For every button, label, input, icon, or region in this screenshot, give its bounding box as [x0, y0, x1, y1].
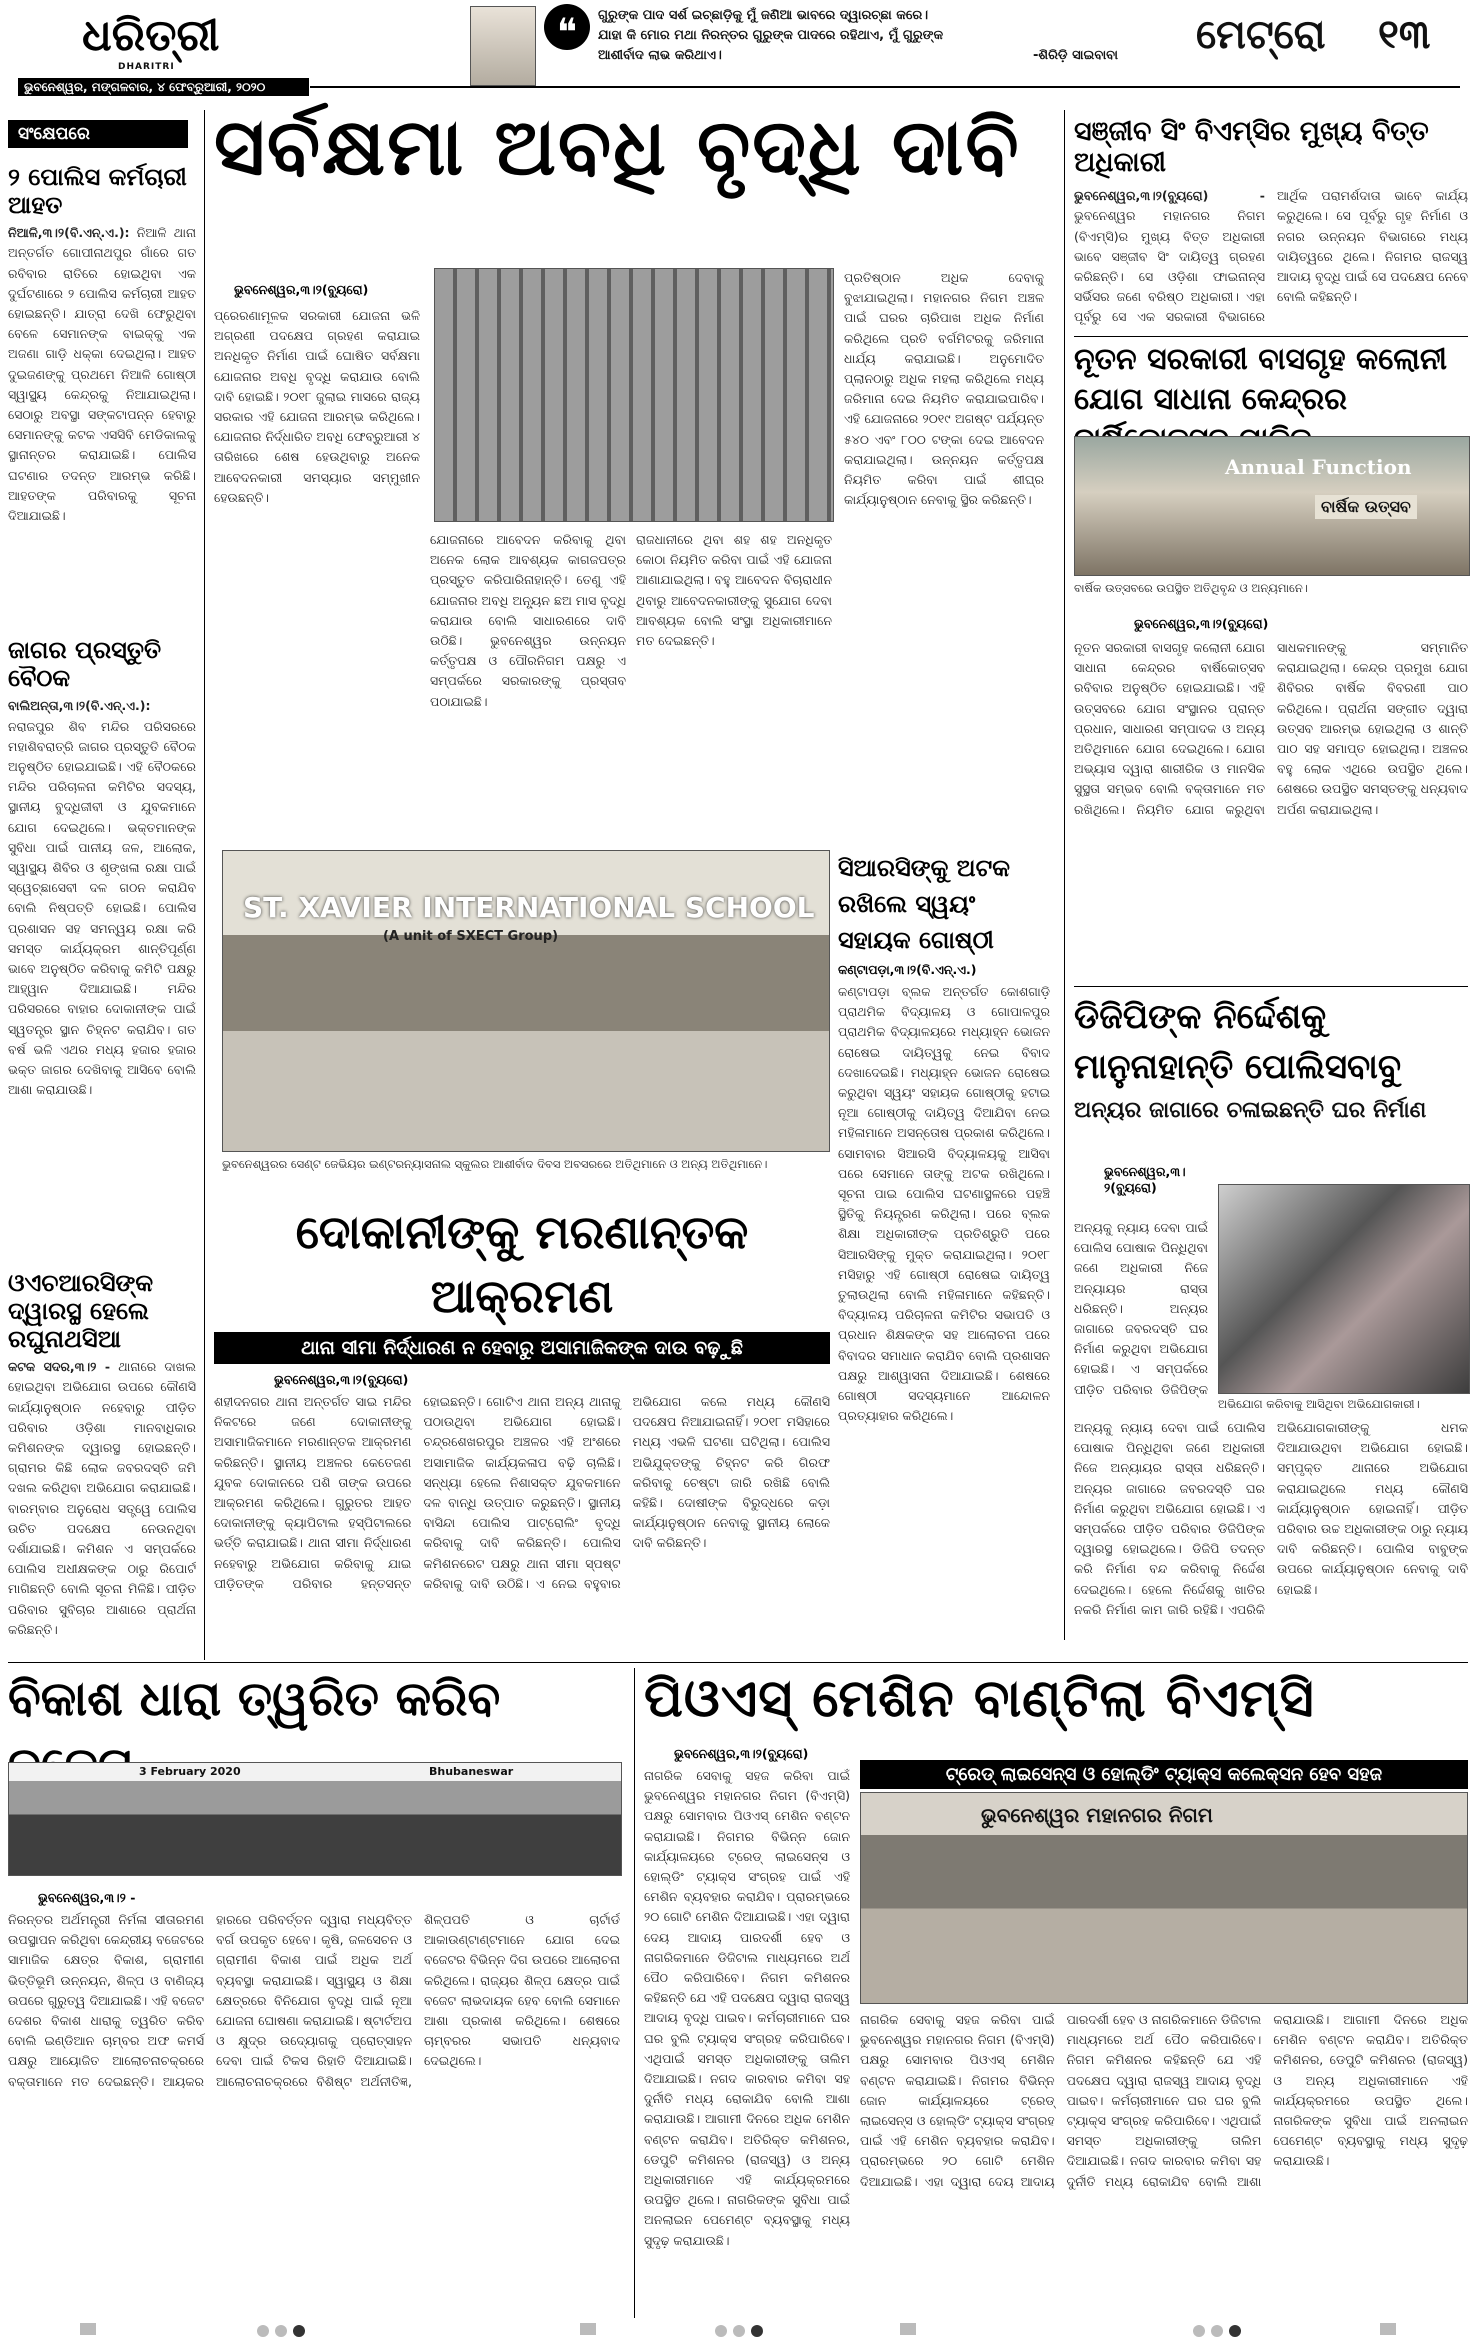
- photo-banner-odia: ବାର୍ଷିକ ଉତ୍ସବ: [1315, 495, 1417, 519]
- shop-banner: ଥାନା ସୀମା ନିର୍ଦ୍ଧାରଣ ନ ହେବାରୁ ଅସାମାଜିକଙ୍କ ଦାଉ ବଢ଼ୁଛି: [214, 1332, 830, 1364]
- pos-body-left: ନାଗରିକ ସେବାକୁ ସହଜ କରିବା ପାଇଁ ଭୁବନେଶ୍ୱର ମହାନଗର ନିଗମ (ବିଏମ୍‌ସି) ପକ୍ଷରୁ ସୋମବାର ପିଓଏସ୍ ମେଶିନ ବଣ୍ଟନ କରାଯାଇଛି। ନିଗମର ବିଭିନ୍ନ ଜୋନ କାର୍ଯ୍ୟାଳୟରେ ଟ୍ରେଡ୍ ଲାଇସେନ୍ସ ଓ ହୋଲ୍ଡିଂ ଟ୍ୟାକ୍ସ ସଂଗ୍ରହ ପାଇଁ ଏହି ମେଶିନ ବ୍ୟବହାର କରାଯିବ। ପ୍ରାରମ୍ଭରେ ୨୦ ଗୋଟି ମେଶିନ ଦିଆଯାଇଛି। ଏହା ଦ୍ୱାରା ଦେୟ ଆଦାୟ ପାରଦର୍ଶୀ ହେବ ଓ ନାଗରିକମାନେ ଡିଜିଟାଲ ମାଧ୍ୟମରେ ଅର୍ଥ ପୈଠ କରିପାରିବେ। ନିଗମ କମିଶନର କହିଛନ୍ତି ଯେ ଏହି ପଦକ୍ଷେପ ଦ୍ୱାରା ରାଜସ୍ୱ ଆଦାୟ ବୃଦ୍ଧି ପାଇବ। କର୍ମଚାରୀମାନେ ଘର ଘର ବୁଲି ଟ୍ୟାକ୍ସ ସଂଗ୍ରହ କରିପାରିବେ। ଏଥିପାଇଁ ସମସ୍ତ ଅଧିକାରୀଙ୍କୁ ତାଲିମ ଦିଆଯାଇଛି। ନଗଦ କାରବାର କମିବା ସହ ଦୁର୍ନୀତି ମଧ୍ୟ ରୋକାଯିବ ବୋଲି ଆଶା କରାଯାଉଛି। ଆଗାମୀ ଦିନରେ ଅଧିକ ମେଶିନ ବଣ୍ଟନ କରାଯିବ। ଅତିରିକ୍ତ କମିଶନର, ଡେପୁଟି କମିଶନର (ରାଜସ୍ୱ) ଓ ଅନ୍ୟ ଅଧିକାରୀମାନେ ଏହି କାର୍ଯ୍ୟକ୍ରମରେ ଉପସ୍ଥିତ ଥିଲେ। ନାଗରିକଙ୍କ ସୁବିଧା ପାଇଁ ଅନଲାଇନ ପେମେଣ୍ଟ ବ୍ୟବସ୍ଥାକୁ ମଧ୍ୟ ସୁଦୃଢ଼ କରାଯାଉଛି।: [644, 1768, 850, 2248]
- dgp-photo-caption: ଅଭିଯୋଗ କରିବାକୁ ଆସିଥିବା ଅଭିଯୋଗକାରୀ।: [1218, 1397, 1420, 1411]
- sanjeev-body: ଭୁବନେଶ୍ୱର,୩।୨(ବ୍ୟୁରୋ) - ଭୁବନେଶ୍ୱର ମହାନଗର ନିଗମ (ବିଏମ୍‌ସି)ର ମୁଖ୍ୟ ବିତ୍ତ ଅଧିକାରୀ ଭାବେ ସଞ୍ଜୀବ ସିଂ ଦାୟିତ୍ୱ ଗ୍ରହଣ କରିଛନ୍ତି। ସେ ଓଡ଼ିଶା ଫାଇନାନ୍ସ ସର୍ଭିସର ଜଣେ ବରିଷ୍ଠ ଅଧିକାରୀ। ଏହା ପୂର୍ବରୁ ସେ ଏକ ସରକାରୀ ବିଭାଗରେ ଆର୍ଥିକ ପରାମର୍ଶଦାତା ଭାବେ କାର୍ଯ୍ୟ କରୁଥିଲେ। ସେ ପୂର୍ବରୁ ଗୃହ ନିର୍ମାଣ ଓ ନଗର ଉନ୍ନୟନ ବିଭାଗରେ ମଧ୍ୟ ଦାୟିତ୍ୱରେ ଥିଲେ। ନିଗମର ରାଜସ୍ୱ ଆଦାୟ ବୃଦ୍ଧି ପାଇଁ ସେ ପଦକ୍ଷେପ ନେବେ ବୋଲି କହିଛନ୍ତି।: [1074, 188, 1468, 325]
- logo: ଧରିତ୍ରୀ: [82, 10, 220, 61]
- lead-photo-building: [434, 268, 834, 522]
- section-rule: [1074, 986, 1468, 987]
- crc-headline: ସିଆରସିଙ୍କୁ ଅଟକ ରଖିଲେ ସ୍ୱୟଂ ସହାୟକ ଗୋଷ୍ଠୀ: [838, 854, 1010, 954]
- shop-story: [214, 1200, 830, 1630]
- brief-3-body: କଟକ ସଦର,୩।୨ - ଥାନାରେ ଦାଖଲ ହୋଇଥିବା ଅଭିଯୋଗ ଉପରେ କୌଣସି କାର୍ଯ୍ୟାନୁଷ୍ଠାନ ନହେବାରୁ ପୀଡ଼ିତ ପରିବାର ଓଡ଼ିଶା ମାନବାଧିକାର କମିଶନଙ୍କ ଦ୍ୱାରସ୍ଥ ହୋଇଛନ୍ତି। ଗ୍ରାମର କିଛି ଲୋକ ଜବରଦସ୍ତି ଜମି ଦଖଲ କରିଥିବା ଅଭିଯୋଗ କରାଯାଇଛି। ବାରମ୍ବାର ଅନୁରୋଧ ସତ୍ତ୍ୱେ ପୋଲିସ ଉଚିତ ପଦକ୍ଷେପ ନେଉନଥିବା ଦର୍ଶାଯାଇଛି। କମିଶନ ଏ ସମ୍ପର୍କରେ ପୋଲିସ ଅଧୀକ୍ଷକଙ୍କ ଠାରୁ ରିପୋର୍ଟ ମାଗିଛନ୍ତି ବୋଲି ସୂଚନା ମିଳିଛି। ପୀଡ଼ିତ ପରିବାର ସୁବିଚାର ଆଶାରେ ପ୍ରାର୍ଥନା କରିଛନ୍ତି।: [8, 1359, 196, 1637]
- brief-2-headline: ଜାଗର ପ୍ରସ୍ତୁତି ବୈଠକ: [8, 636, 162, 692]
- shop-headline: ଦୋକାନୀଙ୍କୁ ମରଣାନ୍ତକ ଆକ୍ରମଣ: [295, 1205, 749, 1323]
- colony-byline: ଭୁବନେଶ୍ୱର,୩।୨(ବ୍ୟୁରୋ): [1134, 616, 1269, 631]
- dgp-body: ଅନ୍ୟକୁ ନ୍ୟାୟ ଦେବା ପାଇଁ ପୋଲିସ ପୋଷାକ ପିନ୍ଧିଥିବା ଜଣେ ଅଧିକାରୀ ନିଜେ ଅନ୍ୟାୟର ରାସ୍ତା ଧରିଛନ୍ତି। ଅନ୍ୟର ଜାଗାରେ ଜବରଦସ୍ତି ଘର ନିର୍ମାଣ କରୁଥିବା ଅଭିଯୋଗ ହୋଇଛି। ଏ ସମ୍ପର୍କରେ ପୀଡ଼ିତ ପରିବାର ଡିଜିପିଙ୍କ: [1074, 1220, 1208, 1397]
- lead-col-2b: ଯୋଜନାରେ ଆବେଦନ କରିବାକୁ ଥିବା ଅନେକ ଲୋକ ଆବଶ୍ୟକ କାଗଜପତ୍ର ପ୍ରସ୍ତୁତ କରିପାରିନାହାନ୍ତି। ତେଣୁ ଏହି ଯୋଜନାର ଅବଧି ଅନ୍ୟୂନ ଛଅ ମାସ ବୃଦ୍ଧି କରାଯାଉ ବୋଲି ସାଧାରଣରେ ଦାବି ଉଠିଛି। ଭୁବନେଶ୍ୱର ଉନ୍ନୟନ କର୍ତ୍ତୃପକ୍ଷ ଓ ପୌରନିଗମ ପକ୍ଷରୁ ଏ ସମ୍ପର୍କରେ ସରକାରଙ୍କୁ ପ୍ରସ୍ତାବ ପଠାଯାଇଛି।: [430, 532, 626, 709]
- colony-photo: [1074, 436, 1470, 576]
- date-bar: ଭୁବନେଶ୍ୱର, ମଙ୍ଗଳବାର, ୪ ଫେବ୍ରୁଆରୀ, ୨୦୨୦: [18, 78, 309, 96]
- budget-body: ନିରନ୍ତର ଅର୍ଥମନ୍ତ୍ରୀ ନିର୍ମଳା ସୀତାରମଣ ଉପସ୍ଥାପନ କରିଥିବା କେନ୍ଦ୍ରୀୟ ବଜେଟରେ ସାମାଜିକ କ୍ଷେତ୍ର ବିକାଶ, ଗ୍ରାମୀଣ ଭିତ୍ତିଭୂମି ଉନ୍ନୟନ, ଶିଳ୍ପ ଓ ବାଣିଜ୍ୟ ଉପରେ ଗୁରୁତ୍ୱ ଦିଆଯାଇଛି। ଏହି ବଜେଟ ଦେଶର ବିକାଶ ଧାରାକୁ ତ୍ୱରିତ କରିବ ବୋଲି ଇଣ୍ଡିଆନ ଚାମ୍ବର ଅଫ କମର୍ସ ପକ୍ଷରୁ ଆୟୋଜିତ ଆଲୋଚନାଚକ୍ରରେ ବକ୍ତାମାନେ ମତ ଦେଇଛନ୍ତି। ଆୟକର ହାରରେ ପରିବର୍ତ୍ତନ ଦ୍ୱାରା ମଧ୍ୟବିତ୍ତ ବର୍ଗ ଉପକୃତ ହେବେ। କୃଷି, ଜଳସେଚନ ଓ ଗ୍ରାମୀଣ ବିକାଶ ପାଇଁ ଅଧିକ ଅର୍ଥ ବ୍ୟବସ୍ଥା କରାଯାଇଛି। ସ୍ୱାସ୍ଥ୍ୟ ଓ ଶିକ୍ଷା କ୍ଷେତ୍ରରେ ବିନିଯୋଗ ବୃଦ୍ଧି ପାଇଁ ନୂଆ ଯୋଜନା ଘୋଷଣା କରାଯାଇଛି। ଷ୍ଟାର୍ଟଅପ ଓ କ୍ଷୁଦ୍ର ଉଦ୍ୟୋଗକୁ ପ୍ରୋତ୍ସାହନ ଦେବା ପାଇଁ ଟିକସ ରିହାତି ଦିଆଯାଇଛି। ଆଲୋଚନାଚକ୍ରରେ ବିଶିଷ୍ଟ ଅର୍ଥନୀତିଜ୍ଞ, ଶିଳ୍ପପତି ଓ ଚାର୍ଟାର୍ଡ ଆକାଉଣ୍ଟାଣ୍ଟମାନେ ଯୋଗ ଦେଇ ବଜେଟର ବିଭିନ୍ନ ଦିଗ ଉପରେ ଆଲୋଚନା କରିଥିଲେ। ରାଜ୍ୟର ଶିଳ୍ପ କ୍ଷେତ୍ର ପାଇଁ ବଜେଟ ଲାଭଦାୟକ ହେବ ବୋଲି ସେମାନେ ଆଶା ପ୍ରକାଶ କରିଥିଲେ। ଶେଷରେ ଚାମ୍ବରର ସଭାପତି ଧନ୍ୟବାଦ ଦେଇଥିଲେ।: [8, 1912, 620, 2089]
- brief-3-headline: ଓଏଚଆରସିଙ୍କ ଦ୍ୱାରସ୍ଥ ହେଲେ ରଘୁନାଥସିଆ: [8, 1269, 154, 1353]
- budget-byline: ଭୁବନେଶ୍ୱର,୩।୨ -: [38, 1890, 136, 1905]
- column-rule: [1064, 110, 1065, 1640]
- budget-story: [8, 1666, 628, 2322]
- sanjeev-story: [1074, 116, 1468, 342]
- pos-body-right: ନାଗରିକ ସେବାକୁ ସହଜ କରିବା ପାଇଁ ଭୁବନେଶ୍ୱର ମହାନଗର ନିଗମ (ବିଏମ୍‌ସି) ପକ୍ଷରୁ ସୋମବାର ପିଓଏସ୍ ମେଶିନ ବଣ୍ଟନ କରାଯାଇଛି। ନିଗମର ବିଭିନ୍ନ ଜୋନ କାର୍ଯ୍ୟାଳୟରେ ଟ୍ରେଡ୍ ଲାଇସେନ୍ସ ଓ ହୋଲ୍ଡିଂ ଟ୍ୟାକ୍ସ ସଂଗ୍ରହ ପାଇଁ ଏହି ମେଶିନ ବ୍ୟବହାର କରାଯିବ। ପ୍ରାରମ୍ଭରେ ୨୦ ଗୋଟି ମେଶିନ ଦିଆଯାଇଛି। ଏହା ଦ୍ୱାରା ଦେୟ ଆଦାୟ ପାରଦର୍ଶୀ ହେବ ଓ ନାଗରିକମାନେ ଡିଜିଟାଲ ମାଧ୍ୟମରେ ଅର୍ଥ ପୈଠ କରିପାରିବେ। ନିଗମ କମିଶନର କହିଛନ୍ତି ଯେ ଏହି ପଦକ୍ଷେପ ଦ୍ୱାରା ରାଜସ୍ୱ ଆଦାୟ ବୃଦ୍ଧି ପାଇବ। କର୍ମଚାରୀମାନେ ଘର ଘର ବୁଲି ଟ୍ୟାକ୍ସ ସଂଗ୍ରହ କରିପାରିବେ। ଏଥିପାଇଁ ସମସ୍ତ ଅଧିକାରୀଙ୍କୁ ତାଲିମ ଦିଆଯାଇଛି। ନଗଦ କାରବାର କମିବା ସହ ଦୁର୍ନୀତି ମଧ୍ୟ ରୋକାଯିବ ବୋଲି ଆଶା କରାଯାଉଛି। ଆଗାମୀ ଦିନରେ ଅଧିକ ମେଶିନ ବଣ୍ଟନ କରାଯିବ। ଅତିରିକ୍ତ କମିଶନର, ଡେପୁଟି କମିଶନର (ରାଜସ୍ୱ) ଓ ଅନ୍ୟ ଅଧିକାରୀମାନେ ଏହି କାର୍ଯ୍ୟକ୍ରମରେ ଉପସ୍ଥିତ ଥିଲେ। ନାଗରିକଙ୍କ ସୁବିଧା ପାଇଁ ଅନଲାଇନ ପେମେଣ୍ଟ ବ୍ୟବସ୍ଥାକୁ ମଧ୍ୟ ସୁଦୃଢ଼ କରାଯାଉଛି।: [860, 2012, 1468, 2189]
- section-rule: [8, 1662, 1468, 1663]
- footer-dots: [712, 2322, 766, 2341]
- pos-banner: ଟ୍ରେଡ୍ ଲାଇସେନ୍ସ ଓ ହୋଲ୍ଡିଂ ଟ୍ୟାକ୍ସ କଲେକ୍ସନ ହେବ ସହଜ: [860, 1760, 1468, 1789]
- colony-body: ନୂତନ ସରକାରୀ ବାସଗୃହ କଲୋନୀ ଯୋଗ ସାଧାନା କେନ୍ଦ୍ରର ବାର୍ଷିକୋତ୍ସବ ରବିବାର ଅନୁଷ୍ଠିତ ହୋଇଯାଇଛି। ଏହି ଉତ୍ସବରେ ଯୋଗ ସଂସ୍ଥାନର ପ୍ରାନ୍ତ ପ୍ରଧାନ, ସାଧାରଣ ସମ୍ପାଦକ ଓ ଅନ୍ୟ ଅତିଥିମାନେ ଯୋଗ ଦେଇଥିଲେ। ଯୋଗ ଅଭ୍ୟାସ ଦ୍ୱାରା ଶାରୀରିକ ଓ ମାନସିକ ସୁସ୍ଥତା ସମ୍ଭବ ବୋଲି ବକ୍ତାମାନେ ମତ ରଖିଥିଲେ। ନିୟମିତ ଯୋଗ କରୁଥିବା ସାଧକମାନଙ୍କୁ ସମ୍ମାନିତ କରାଯାଇଥିଲା। କେନ୍ଦ୍ର ପ୍ରମୁଖ ଯୋଗ ଶିବିରର ବାର୍ଷିକ ବିବରଣୀ ପାଠ କରିଥିଲେ। ପ୍ରାର୍ଥନା ସଙ୍ଗୀତ ଦ୍ୱାରା ଉତ୍ସବ ଆରମ୍ଭ ହୋଇଥିଲା ଓ ଶାନ୍ତି ପାଠ ସହ ସମାପ୍ତ ହୋଇଥିଲା। ଅଞ୍ଚଳର ବହୁ ଲୋକ ଏଥିରେ ଉପସ୍ଥିତ ଥିଲେ। ଶେଷରେ ଉପସ୍ଥିତ ସମସ୍ତଙ୍କୁ ଧନ୍ୟବାଦ ଅର୍ପଣ କରାଯାଇଥିଲା।: [1074, 640, 1468, 817]
- section-name: ମେଟ୍ରୋ: [1196, 12, 1326, 58]
- lead-col-1: ପ୍ରେରଣାମୂଳକ ସରକାରୀ ଯୋଜନା ଭଳି ଅଗ୍ରଣୀ ପଦକ୍ଷେପ ଗ୍ରହଣ କରାଯାଇ ଅନଧିକୃତ ନିର୍ମାଣ ପାଇଁ ଘୋଷିତ ସର୍ବକ୍ଷମା ଯୋଜନାର ଅବଧି ବୃଦ୍ଧି କରାଯାଉ ବୋଲି ଦାବି ହୋଇଛି। ୨୦୧୮ ଜୁଲାଇ ମାସରେ ରାଜ୍ୟ ସରକାର ଏହି ଯୋଜନା ଆରମ୍ଭ କରିଥିଲେ। ଯୋଜନାର ନିର୍ଦ୍ଧାରିତ ଅବଧି ଫେବ୍ରୁଆରୀ ୪ ତାରିଖରେ ଶେଷ ହେଉଥିବାରୁ ଅନେକ ଆବେଦନକାରୀ ସମସ୍ୟାର ସମ୍ମୁଖୀନ ହେଉଛନ୍ତି।: [214, 308, 420, 505]
- sanjeev-headline: ସଞ୍ଜୀବ ସିଂ ବିଏମ୍‌ସିର ମୁଖ୍ୟ ବିତ୍ତ ଅଧିକାରୀ: [1074, 116, 1429, 179]
- column-rule: [634, 1668, 635, 2318]
- logo-subtitle: DHARITRI: [118, 62, 175, 72]
- quote-mark-icon: ❝: [544, 4, 590, 50]
- lead-headline: ସର୍ବକ୍ଷମା ଅବଧି ବୃଦ୍ଧି ଦାବି: [214, 103, 1021, 193]
- column-rule: [204, 110, 205, 1660]
- pos-byline: ଭୁବନେଶ୍ୱର,୩।୨(ବ୍ୟୁରୋ): [674, 1746, 809, 1761]
- masthead: [0, 0, 1476, 96]
- dgp-byline: ଭୁବନେଶ୍ୱର,୩।୨(ବ୍ୟୁରୋ): [1104, 1164, 1186, 1195]
- dgp-subheadline: ଅନ୍ୟର ଜାଗାରେ ଚଳାଇଛନ୍ତି ଘର ନିର୍ମାଣ: [1074, 1098, 1427, 1123]
- shop-body: ଶହୀଦନଗର ଥାନା ଅନ୍ତର୍ଗତ ସାଇ ମନ୍ଦିର ନିକଟରେ ଜଣେ ଦୋକାନୀଙ୍କୁ ଅସାମାଜିକମାନେ ମରଣାନ୍ତକ ଆକ୍ରମଣ କରିଛନ୍ତି। ସ୍ଥାନୀୟ ଅଞ୍ଚଳର କେତେଜଣ ଯୁବକ ଦୋକାନରେ ପଶି ତାଙ୍କ ଉପରେ ଆକ୍ରମଣ କରିଥିଲେ। ଗୁରୁତର ଆହତ ଦୋକାନୀଙ୍କୁ କ୍ୟାପିଟାଲ ହସ୍ପିଟାଲରେ ଭର୍ତ୍ତି କରାଯାଇଛି। ଥାନା ସୀମା ନିର୍ଦ୍ଧାରଣ ନହେବାରୁ ଅଭିଯୋଗ କରିବାକୁ ଯାଇ ପୀଡ଼ିତଙ୍କ ପରିବାର ହନ୍ତସନ୍ତ ହୋଇଛନ୍ତି। ଗୋଟିଏ ଥାନା ଅନ୍ୟ ଥାନାକୁ ପଠାଉଥିବା ଅଭିଯୋଗ ହୋଇଛି। ଚନ୍ଦ୍ରଶେଖରପୁର ଅଞ୍ଚଳର ଏହି ଅଂଶରେ ଅସାମାଜିକ କାର୍ଯ୍ୟକଳାପ ବଢ଼ି ଚାଲିଛି। ସନ୍ଧ୍ୟା ହେଲେ ନିଶାସକ୍ତ ଯୁବକମାନେ ଦଳ ବାନ୍ଧି ଉତ୍ପାତ କରୁଛନ୍ତି। ସ୍ଥାନୀୟ ବାସିନ୍ଦା ପୋଲିସ ପାଟ୍ରୋଲିଂ ବୃଦ୍ଧି କରିବାକୁ ଦାବି କରିଛନ୍ତି। ପୋଲିସ କମିଶନରେଟ ପକ୍ଷରୁ ଥାନା ସୀମା ସ୍ପଷ୍ଟ କରିବାକୁ ଦାବି ଉଠିଛି। ଏ ନେଇ ବହୁବାର ଅଭିଯୋଗ କଲେ ମଧ୍ୟ କୌଣସି ପଦକ୍ଷେପ ନିଆଯାଇନାହିଁ। ୨୦୧୮ ମସିହାରେ ମଧ୍ୟ ଏଭଳି ଘଟଣା ଘଟିଥିଲା। ପୋଲିସ ଅଭିଯୁକ୍ତଙ୍କୁ ଚିହ୍ନଟ କରି ଗିରଫ କରିବାକୁ ଚେଷ୍ଟା ଜାରି ରଖିଛି ବୋଲି କହିଛି। ଦୋଷୀଙ୍କ ବିରୁଦ୍ଧରେ କଡ଼ା କାର୍ଯ୍ୟାନୁଷ୍ଠାନ ନେବାକୁ ସ୍ଥାନୀୟ ଲୋକେ ଦାବି କରିଛନ୍ତି।: [214, 1394, 830, 1591]
- lead-col-4: ପ୍ରତିଷ୍ଠାନ ଅଧିକ ଦେବାକୁ ବୁଝାଯାଇଥିଲା। ମହାନଗର ନିଗମ ଅଞ୍ଚଳ ପାଇଁ ଘରର ଚାରିପାଖ ଅଧିକ ନିର୍ମାଣ କରିଥିଲେ ପ୍ରତି ବର୍ଗମିଟରକୁ ଜରିମାନା ଧାର୍ଯ୍ୟ କରାଯାଇଛି। ଅନୁମୋଦିତ ପ୍ଲାନଠାରୁ ଅଧିକ ମହଲା କରିଥିଲେ ମଧ୍ୟ ଜରିମାନା ଦେଇ ନିୟମିତ କରାଯାଇପାରିବ। ଏହି ଯୋଜନାରେ ୨୦୧୯ ଅଗଷ୍ଟ ପର୍ଯ୍ୟନ୍ତ ୫୪୦ ଏବଂ ୮୦୦ ଟଙ୍କା ଦେଇ ଆବେଦନ କରାଯାଇଥିଲା। ଉନ୍ନୟନ କର୍ତ୍ତୃପକ୍ଷ ନିୟମିତ କରିବା ପାଇଁ ଶୀଘ୍ର କାର୍ଯ୍ୟାନୁଷ୍ଠାନ ନେବାକୁ ସ୍ଥିର କରିଛନ୍ତି।: [844, 270, 1044, 508]
- dgp-photo: [1218, 1184, 1470, 1394]
- photo-banner-text: Annual Function: [1225, 455, 1412, 479]
- pos-story: [644, 1666, 1468, 2322]
- footer-dots: [254, 2322, 308, 2341]
- dgp-headline: ଡିଜିପିଙ୍କ ନିର୍ଦ୍ଦେଶକୁ ମାନୁନାହାନ୍ତି ପୋଲିସବାବୁ: [1074, 997, 1402, 1087]
- photo-signboard: ଭୁବନେଶ୍ୱର ମହାନଗର ନିଗମ: [981, 1803, 1213, 1827]
- footer-mark: [580, 2323, 596, 2335]
- briefs-column: [8, 120, 196, 1637]
- brief-1-headline: ୨ ପୋଲିସ କର୍ମଚାରୀ ଆହତ: [8, 163, 187, 219]
- briefs-tag: ସଂକ୍ଷେପରେ: [8, 120, 188, 148]
- lead-byline: ଭୁବନେଶ୍ୱର,୩।୨(ବ୍ୟୁରୋ): [234, 282, 369, 297]
- pos-headline: ପିଓଏସ୍ ମେଶିନ ବାଣ୍ଟିଲା ବିଏମ୍‌ସି: [644, 1669, 1315, 1729]
- saibaba-portrait: [470, 6, 536, 86]
- photo-city: Bhubaneswar: [429, 1765, 514, 1778]
- crc-story: [838, 850, 1050, 1450]
- lead-story: [214, 100, 1050, 860]
- lead-col-3: ରାଜଧାନୀରେ ଥିବା ଶହ ଶହ ଅନଧିକୃତ କୋଠା ନିୟମିତ କରିବା ପାଇଁ ଏହି ଯୋଜନା ଆଣାଯାଇଥିଲା। ବହୁ ଆବେଦନ ବିଚାରାଧୀନ ଥିବାରୁ ଆବେଦନକାରୀଙ୍କୁ ସୁଯୋଗ ଦେବା ଆବଶ୍ୟକ ବୋଲି ସଂସ୍ଥା ଅଧିକାରୀମାନେ ମତ ଦେଇଛନ୍ତି।: [636, 532, 832, 649]
- budget-headline: ବିକାଶ ଧାରା ତ୍ୱରିତ କରିବ: [8, 1671, 501, 1727]
- xavier-caption: ଭୁବନେଶ୍ୱରର ସେଣ୍ଟ ଜେଭିୟର ଇଣ୍ଟରନ୍ୟାସନାଲ ସ୍କୁଲର ଆଶୀର୍ବାଦ ଦିବସ ଅବସରରେ ଅତିଥିମାନେ ଓ ଅନ୍ୟ ଅତିଥିମାନେ।: [222, 1157, 768, 1171]
- footer-mark: [80, 2323, 96, 2335]
- footer-dots: [1190, 2322, 1244, 2341]
- dgp-story: [1074, 992, 1468, 1632]
- dgp-body-cont: ଅନ୍ୟକୁ ନ୍ୟାୟ ଦେବା ପାଇଁ ପୋଲିସ ପୋଷାକ ପିନ୍ଧିଥିବା ଜଣେ ଅଧିକାରୀ ନିଜେ ଅନ୍ୟାୟର ରାସ୍ତା ଧରିଛନ୍ତି। ଅନ୍ୟର ଜାଗାରେ ଜବରଦସ୍ତି ଘର ନିର୍ମାଣ କରୁଥିବା ଅଭିଯୋଗ ହୋଇଛି। ଏ ସମ୍ପର୍କରେ ପୀଡ଼ିତ ପରିବାର ଡିଜିପିଙ୍କ ଦ୍ୱାରସ୍ଥ ହୋଇଥିଲେ। ଡିଜିପି ତଦନ୍ତ କରି ନିର୍ମାଣ ବନ୍ଦ କରିବାକୁ ନିର୍ଦ୍ଦେଶ ଦେଇଥିଲେ। ହେଲେ ନିର୍ଦ୍ଦେଶକୁ ଖାତିର ନକରି ନିର୍ମାଣ କାମ ଜାରି ରହିଛି। ଏପରିକି ଅଭିଯୋଗକାରୀଙ୍କୁ ଧମକ ଦିଆଯାଉଥିବା ଅଭିଯୋଗ ହୋଇଛି। ସମ୍ପୃକ୍ତ ଥାନାରେ ଅଭିଯୋଗ କରାଯାଇଥିଲେ ମଧ୍ୟ କୌଣସି କାର୍ଯ୍ୟାନୁଷ୍ଠାନ ହୋଇନାହିଁ। ପୀଡ଼ିତ ପରିବାର ଉଚ୍ଚ ଅଧିକାରୀଙ୍କ ଠାରୁ ନ୍ୟାୟ ଦାବି କରିଛନ୍ତି। ପୋଲିସ ବାବୁଙ୍କ ଉପରେ କାର୍ଯ୍ୟାନୁଷ୍ଠାନ ନେବାକୁ ଦାବି ହୋଇଛି।: [1074, 1420, 1468, 1617]
- footer: [0, 2320, 1476, 2338]
- brief-1-body: ନିଆଳି,୩।୨(ବି.ଏନ୍.ଏ.): ନିଆଳି ଥାନା ଅନ୍ତର୍ଗତ ଗୋପୀନାଥପୁର ଗାଁରେ ଗତ ରବିବାର ରାତିରେ ହୋଇଥିବା ଏକ ଦୁର୍ଘଟଣାରେ ୨ ପୋଲିସ କର୍ମଚାରୀ ଆହତ ହୋଇଛନ୍ତି। ଯାତ୍ରା ଦେଖି ଫେରୁଥିବା ବେଳେ ସେମାନଙ୍କ ବାଇକ୍‌କୁ ଏକ ଅଜଣା ଗାଡ଼ି ଧକ୍କା ଦେଇଥିଲା। ଆହତ ଦୁଇଜଣଙ୍କୁ ପ୍ରଥମେ ନିଆଳି ଗୋଷ୍ଠୀ ସ୍ୱାସ୍ଥ୍ୟ କେନ୍ଦ୍ରକୁ ନିଆଯାଇଥିଲା। ସେଠାରୁ ଅବସ୍ଥା ସଙ୍କଟାପନ୍ନ ହେବାରୁ ସେମାନଙ୍କୁ କଟକ ଏସସିବି ମେଡିକାଲକୁ ସ୍ଥାନାନ୍ତର କରାଯାଇଛି। ପୋଲିସ ଘଟଣାର ତଦନ୍ତ ଆରମ୍ଭ କରିଛି। ଆହତଙ୍କ ପରିବାରକୁ ସୂଚନା ଦିଆଯାଇଛି।: [8, 225, 196, 524]
- page-number: ୧୩: [1378, 12, 1431, 58]
- shop-byline: ଭୁବନେଶ୍ୱର,୩।୨(ବ୍ୟୁରୋ): [274, 1372, 409, 1387]
- footer-mark: [900, 2323, 916, 2335]
- masthead-rule: [310, 86, 1460, 88]
- section-rule: [1074, 336, 1468, 337]
- school-banner-sub: (A unit of SXECT Group): [383, 929, 559, 944]
- colony-headline: ନୂତନ ସରକାରୀ ବାସଗୃହ କଲୋନୀ ଯୋଗ ସାଧାନା କେନ୍ଦ୍ରର: [1074, 342, 1448, 417]
- xavier-photo: [222, 850, 830, 1152]
- pos-photo: [860, 1792, 1468, 2004]
- colony-story: [1074, 340, 1468, 982]
- photo-date: 3 February 2020: [139, 1765, 241, 1778]
- crc-body: କଣ୍ଟାପଡ଼ା ବ୍ଲକ ଅନ୍ତର୍ଗତ କୋଶଗାଡ଼ି ପ୍ରାଥମିକ ବିଦ୍ୟାଳୟ ଓ ଗୋପାଳପୁର ପ୍ରାଥମିକ ବିଦ୍ୟାଳୟରେ ମଧ୍ୟାହ୍ନ ଭୋଜନ ରୋଷେଇ ଦାୟିତ୍ୱକୁ ନେଇ ବିବାଦ ଦେଖାଦେଇଛି। ମଧ୍ୟାହ୍ନ ଭୋଜନ ରୋଷେଇ କରୁଥିବା ସ୍ୱୟଂ ସହାୟକ ଗୋଷ୍ଠୀକୁ ହଟାଇ ନୂଆ ଗୋଷ୍ଠୀକୁ ଦାୟିତ୍ୱ ଦିଆଯିବା ନେଇ ମହିଳାମାନେ ଅସନ୍ତୋଷ ପ୍ରକାଶ କରିଥିଲେ। ସୋମବାର ସିଆରସି ବିଦ୍ୟାଳୟକୁ ଆସିବା ପରେ ସେମାନେ ତାଙ୍କୁ ଅଟକ ରଖିଥିଲେ। ସୂଚନା ପାଇ ପୋଲିସ ଘଟଣାସ୍ଥଳରେ ପହଞ୍ଚି ସ୍ଥିତିକୁ ନିୟନ୍ତ୍ରଣ କରିଥିଲା। ପରେ ବ୍ଲକ ଶିକ୍ଷା ଅଧିକାରୀଙ୍କ ପ୍ରତିଶ୍ରୁତି ପରେ ସିଆରସିଙ୍କୁ ମୁକ୍ତ କରାଯାଇଥିଲା। ୨୦୧୮ ମସିହାରୁ ଏହି ଗୋଷ୍ଠୀ ରୋଷେଇ ଦାୟିତ୍ୱ ତୁଲାଉଥିଲା ବୋଲି ମହିଳାମାନେ କହିଛନ୍ତି। ବିଦ୍ୟାଳୟ ପରିଚାଳନା କମିଟିର ସଭାପତି ଓ ପ୍ରଧାନ ଶିକ୍ଷକଙ୍କ ସହ ଆଲୋଚନା ପରେ ବିବାଦର ସମାଧାନ କରାଯିବ ବୋଲି ପ୍ରଶାସନ ପକ୍ଷରୁ ଆଶ୍ୱାସନା ଦିଆଯାଇଛି। ଶେଷରେ ଗୋଷ୍ଠୀ ସଦସ୍ୟମାନେ ଆନ୍ଦୋଳନ ପ୍ରତ୍ୟାହାର କରିଥିଲେ।: [838, 984, 1050, 1424]
- school-banner: ST. XAVIER INTERNATIONAL SCHOOL: [243, 891, 815, 924]
- budget-photo: [8, 1762, 622, 1876]
- quote-text: ଗୁରୁଙ୍କ ପାଦ ସର୍ଶ ଇଚ୍ଛାଡ଼ିକୁ ମୁଁ ଜଣିଆ ଭାବରେ ଦ୍ୱାରଚ୍ଛା କରେ। ଯାହା କି ମୋର ମଥା ନିରନ୍ତର ଗୁରୁଙ୍କ ପାଦରେ ରହିଥାଏ, ମୁଁ ଗୁରୁଙ୍କ ଆଶୀର୍ବାଦ ଲାଭ କରିଥାଏ। -ଶିରିଡ଼ି ସାଇବାବା: [598, 8, 1118, 63]
- footer-mark: [1380, 2323, 1396, 2335]
- colony-caption: ବାର୍ଷିକ ଉତ୍ସବରେ ଉପସ୍ଥିତ ଅତିଥିବୃନ୍ଦ ଓ ଅନ୍ୟମାନେ।: [1074, 581, 1308, 595]
- crc-byline: କଣ୍ଟାପଡ଼ା,୩।୨(ବି.ଏନ୍.ଏ.): [838, 962, 977, 977]
- brief-2-body: ବାଲିଅନ୍ତା,୩।୨(ବି.ଏନ୍.ଏ.): ନରାଜପୁର ଶିବ ମନ୍ଦିର ପରିସରରେ ମହାଶିବରାତ୍ରି ଜାଗର ପ୍ରସ୍ତୁତି ବୈଠକ ଅନୁଷ୍ଠିତ ହୋଇଯାଇଛି। ଏହି ବୈଠକରେ ମନ୍ଦିର ପରିଚାଳନା କମିଟିର ସଦସ୍ୟ, ସ୍ଥାନୀୟ ବୁଦ୍ଧିଜୀବୀ ଓ ଯୁବକମାନେ ଯୋଗ ଦେଇଥିଲେ। ଭକ୍ତମାନଙ୍କ ସୁବିଧା ପାଇଁ ପାନୀୟ ଜଳ, ଆଲୋକ, ସ୍ୱାସ୍ଥ୍ୟ ଶିବିର ଓ ଶୃଙ୍ଖଳା ରକ୍ଷା ପାଇଁ ସ୍ୱେଚ୍ଛାସେବୀ ଦଳ ଗଠନ କରାଯିବ ବୋଲି ନିଷ୍ପତ୍ତି ହୋଇଛି। ପୋଲିସ ପ୍ରଶାସନ ସହ ସମନ୍ୱୟ ରକ୍ଷା କରି ସମସ୍ତ କାର୍ଯ୍ୟକ୍ରମ ଶାନ୍ତିପୂର୍ଣ୍ଣ ଭାବେ ଅନୁଷ୍ଠିତ କରିବାକୁ କମିଟି ପକ୍ଷରୁ ଆହ୍ୱାନ ଦିଆଯାଇଛି। ମନ୍ଦିର ପରିସରରେ ବାହାର ଦୋକାନୀଙ୍କ ପାଇଁ ସ୍ୱତନ୍ତ୍ର ସ୍ଥାନ ଚିହ୍ନଟ କରାଯିବ। ଗତ ବର୍ଷ ଭଳି ଏଥର ମଧ୍ୟ ହଜାର ହଜାର ଭକ୍ତ ଜାଗର ଦେଖିବାକୁ ଆସିବେ ବୋଲି ଆଶା କରାଯାଉଛି।: [8, 698, 196, 1098]
